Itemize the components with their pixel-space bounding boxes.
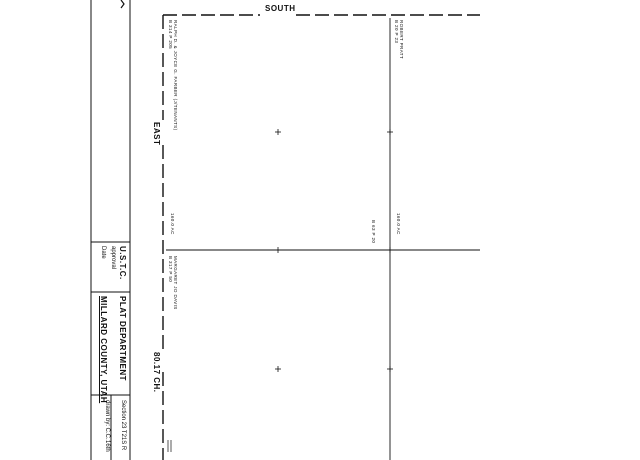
date-label: Date <box>100 246 106 259</box>
parcel-ne-acreage: 160.0 AC <box>396 213 401 235</box>
boundary-distance-label: 80.17 CH. <box>152 352 161 393</box>
drawn-by-label: drawn by: C.C. <box>104 400 110 440</box>
parcel-ne-ref: B 20 P 23 <box>394 20 399 44</box>
cross-marker <box>275 129 281 135</box>
county-label: MILLARD COUNTY, UTAH <box>99 296 108 404</box>
parcel-ne-note: B 63 P 20 <box>371 220 376 244</box>
cross-marker <box>387 366 393 372</box>
survey-crosses <box>275 129 393 372</box>
parcel-sw-owner: MARGARET JO DAVIS <box>173 256 178 310</box>
edge-fragment-mark <box>168 440 171 452</box>
sheet-corner-mark <box>121 0 124 8</box>
north-boundary-label: SOUTH <box>265 4 296 13</box>
parcel-sw-ref: B 317 P 50 <box>168 256 173 283</box>
cross-marker <box>387 247 393 253</box>
parcel-nw-acreage: 160.0 AC <box>170 213 175 235</box>
drawn-date-value: 16th <box>104 440 110 452</box>
department-label: PLAT DEPARTMENT <box>118 296 127 381</box>
cross-marker <box>275 366 281 372</box>
title-block-frame <box>91 0 130 460</box>
cross-marker <box>387 129 393 135</box>
parcel-ne-owner: ROBERT PRATT <box>399 20 404 60</box>
agency-label: U.S.T.C. <box>118 246 127 280</box>
section-lines <box>163 15 480 460</box>
west-boundary-label: EAST <box>152 122 161 146</box>
cross-marker <box>275 247 281 253</box>
approval-label: approval <box>110 246 116 270</box>
section-label: Section 23 T21S R <box>120 400 126 451</box>
parcel-nw-ref: B 314 P 205 <box>168 20 173 50</box>
parcel-nw-owner: RALPH D. & JOYCE G. FARBER (J/TENANTS) <box>173 20 178 131</box>
